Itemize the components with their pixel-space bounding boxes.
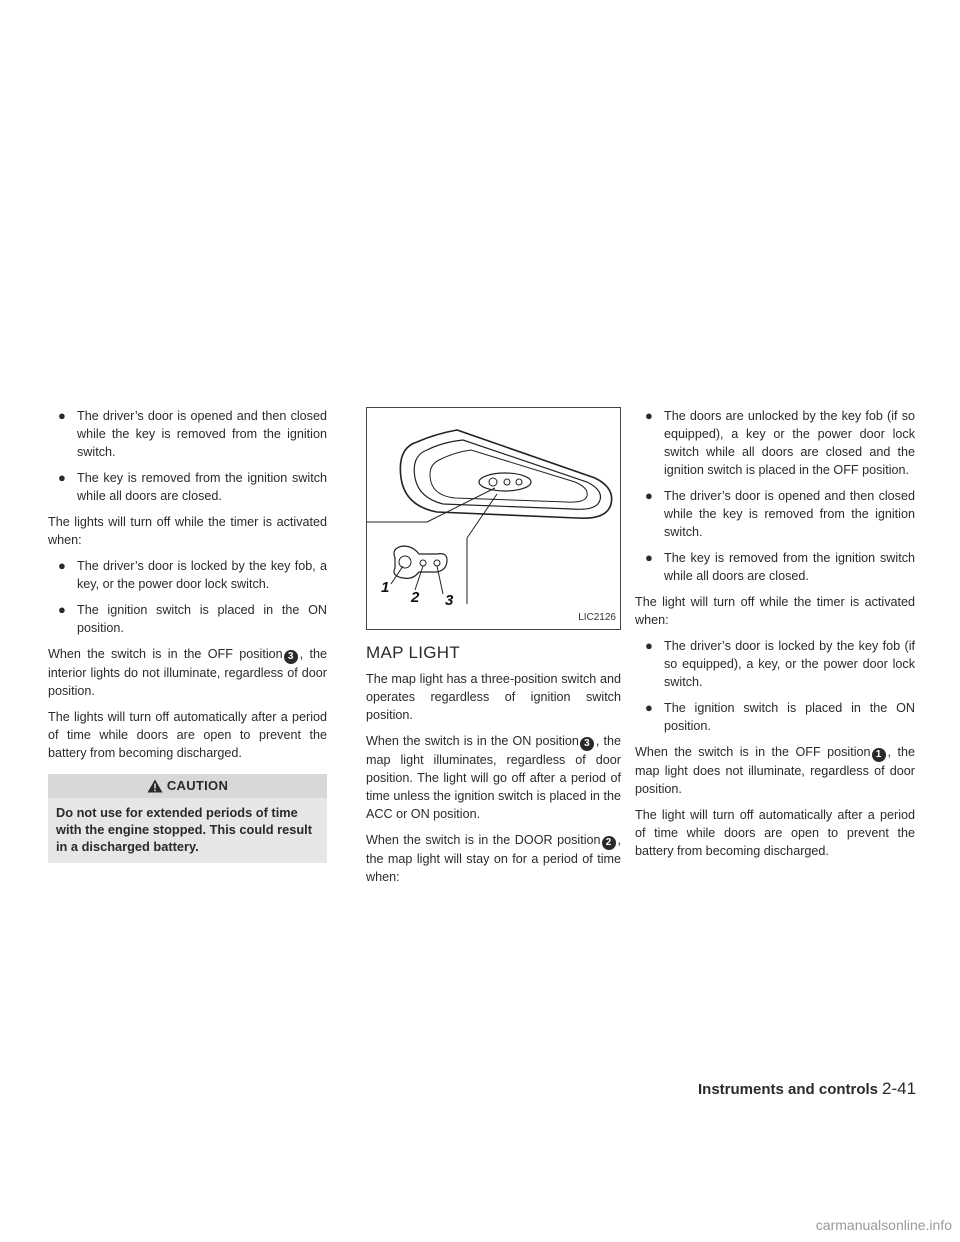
bullet-icon: ● [58,408,66,423]
bullet-icon: ● [645,408,653,423]
bullet-icon: ● [645,700,653,715]
column-middle [366,407,621,894]
callout-number-icon: 3 [284,650,298,664]
callout-number-icon: 1 [872,748,886,762]
bullet-item: ● The driver’s door is locked by the key fob, a key, or the power door lock switch. [58,558,327,591]
caution-box [48,774,327,863]
callout-number-icon: 2 [602,836,616,850]
column-left [48,407,327,863]
on-position-paragraph: When the switch is in the ON position 3 , the map light illuminates, regardless of door position. The light will go off after a period of time unless the ignition switch is placed in the ACC or ON position. [366,734,621,821]
auto-off-paragraph: The light will turn off automatically after a period of time while doors are open to prevent the battery from becoming discharged. [635,808,915,858]
map-light-figure [366,407,621,630]
bullet-icon: ● [58,602,66,617]
off-position-paragraph: When the switch is in the OFF position 1 , the map light does not illuminate, regardless of door position. [635,745,915,796]
auto-off-paragraph: The lights will turn off automatically after a period of time while doors are open to prevent the battery from becoming discharged. [48,710,327,760]
intro-paragraph: The map light has a three-position switch and operates regardless of ignition switch position. [366,672,621,722]
section-heading: MAP LIGHT [366,643,461,662]
bullet-icon: ● [645,488,653,503]
bullet-item: ● The driver’s door is opened and then closed while the key is removed from the ignition switch. [58,408,327,459]
timer-intro: The lights will turn off while the timer is activated when: [48,515,327,547]
caution-title: CAUTION [166,778,229,793]
bullet-item: ● The key is removed from the ignition switch while all doors are closed. [645,550,915,583]
section-title: Instruments and controls [698,1081,879,1098]
warning-triangle-icon [147,779,163,793]
page-number: 2-41 [882,1079,917,1098]
timer-intro: The light will turn off while the timer is activated when: [635,595,915,627]
page-footer [698,1080,916,1099]
callout-2: 2 [411,589,420,606]
bullet-item: ● The ignition switch is placed in the ON position. [645,700,915,733]
callout-number-icon: 3 [580,737,594,751]
watermark: carmanualsonline.info [815,1217,952,1233]
off-position-paragraph: When the switch is in the OFF position 3 , the interior lights do not illuminate, regardless of door position. [48,647,327,698]
bullet-item: ● The ignition switch is placed in the ON position. [58,602,327,635]
figure-code: LIC2126 [578,612,616,623]
map-light-illustration [367,408,620,629]
bullet-icon: ● [645,550,653,565]
column-right [635,407,915,868]
bullet-icon: ● [645,638,653,653]
bullet-item: ● The driver’s door is locked by the key fob (if so equipped), a key, or the power door lock switch. [645,638,915,689]
caution-text: Do not use for extended periods of time with the engine stopped. This could result in a discharged battery. [48,798,327,863]
bullet-item: ● The doors are unlocked by the key fob (if so equipped), a key or the power door lock switch while all doors are closed and the ignition switch is placed in the OFF position. [645,408,915,477]
caution-header [48,774,327,798]
bullet-icon: ● [58,558,66,573]
door-position-paragraph: When the switch is in the DOOR position 2 , the map light will stay on for a period of time when: [366,833,621,884]
bullet-item: ● The driver’s door is opened and then closed while the key is removed from the ignition switch. [645,488,915,539]
bullet-item: ● The key is removed from the ignition switch while all doors are closed. [58,470,327,503]
bullet-icon: ● [58,470,66,485]
callout-1: 1 [381,579,390,596]
callout-3: 3 [445,592,454,609]
